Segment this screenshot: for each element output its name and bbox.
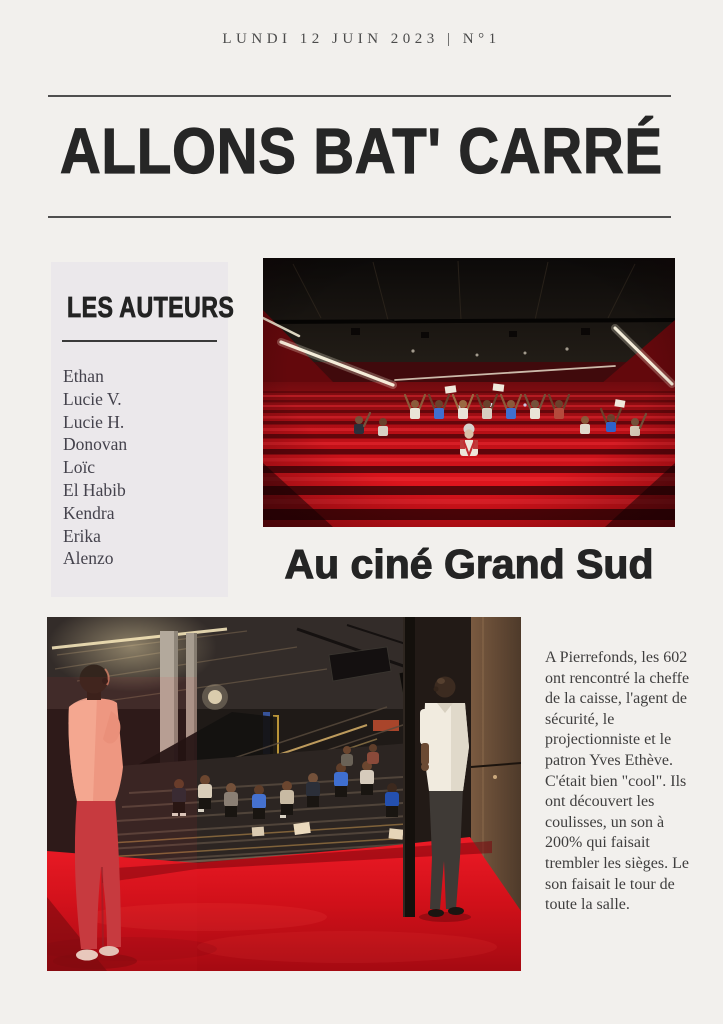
- article-headline: Au ciné Grand Sud: [284, 541, 654, 587]
- cinema-hall-photo: [263, 258, 675, 527]
- authors-box-title: LES AUTEURS: [67, 292, 235, 324]
- newsletter-title: ALLONS BAT' CARRÉ: [60, 115, 663, 187]
- title-divider: [48, 216, 671, 218]
- author-name: Lucie V.: [63, 388, 122, 409]
- author-name: Loïc: [63, 457, 96, 478]
- author-name: Alenzo: [63, 548, 114, 569]
- authors-box: [51, 262, 235, 597]
- authors-underline: [62, 340, 217, 342]
- author-name: Ethan: [63, 366, 104, 386]
- author-name: Erika: [63, 525, 101, 546]
- dateline: LUNDI 12 JUIN 2023 | N°1: [222, 31, 501, 47]
- article-body: A Pierrefonds, les 602 ont rencontré la cheffe de la caisse, l'agent de sécurité, le projectionniste et le patron Yves Ethève. C'était bien "cool". Ils ont découvert les coulisses, un son à 200% qui faisait trembler les sièges. Le son faisait le tour de toute la salle.: [545, 649, 690, 914]
- author-name: Kendra: [63, 502, 115, 523]
- author-name: El Habib: [63, 479, 126, 500]
- lobby-meeting-photo: [47, 617, 521, 971]
- cinema-photo-graphic: [263, 258, 675, 527]
- authors-list: [51, 365, 228, 570]
- author-name: Lucie H.: [63, 411, 125, 432]
- top-divider: [48, 95, 671, 97]
- author-name: Donovan: [63, 434, 128, 455]
- lobby-photo-graphic: [47, 617, 521, 971]
